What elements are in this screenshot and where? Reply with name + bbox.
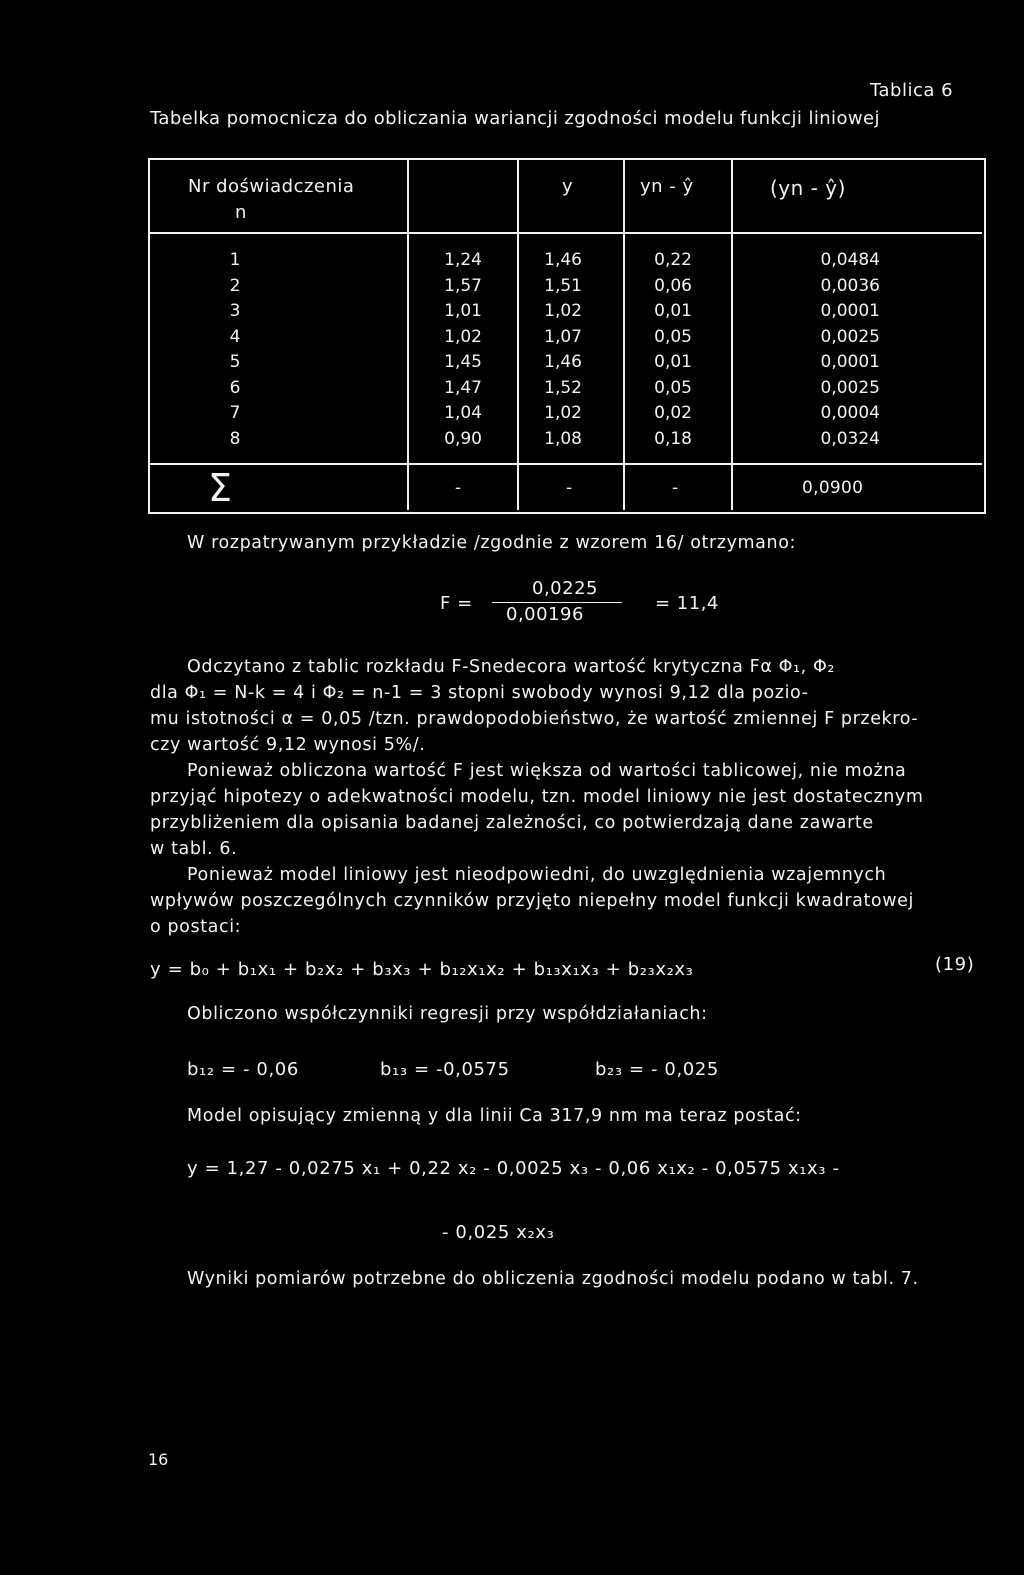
paragraph-line: Ponieważ obliczona wartość F jest większa od wartości tablicowej, nie można bbox=[187, 761, 907, 781]
table-cell: 1,02 bbox=[444, 326, 482, 347]
coefficient-b13: b₁₃ = -0,0575 bbox=[380, 1059, 510, 1080]
table-divider bbox=[623, 160, 625, 510]
table-cell: 8 bbox=[229, 428, 241, 449]
table-cell: 1,47 bbox=[444, 377, 482, 398]
table-cell: 0,0001 bbox=[820, 301, 880, 321]
table-cell: 0,01 bbox=[654, 352, 692, 372]
header-y: y bbox=[562, 176, 574, 197]
paragraph: Model opisujący zmienną y dla linii Ca 317,9 nm ma teraz postać: bbox=[187, 1106, 802, 1126]
table-cell: 1,46 bbox=[544, 352, 582, 372]
coefficient-b12: b₁₂ = - 0,06 bbox=[187, 1059, 299, 1080]
table-label: Tablica 6 bbox=[870, 80, 954, 101]
table-cell: 1,08 bbox=[544, 428, 582, 449]
table-cell: 0,0484 bbox=[820, 250, 880, 270]
table-cell: 1,07 bbox=[544, 326, 582, 347]
paragraph: W rozpatrywanym przykładzie /zgodnie z wzorem 16/ otrzymano: bbox=[187, 533, 796, 553]
sum-cell: - bbox=[566, 478, 573, 498]
coefficient-b23: b₂₃ = - 0,025 bbox=[595, 1059, 719, 1080]
table-cell: 4 bbox=[229, 326, 241, 347]
header-nr-sub: n bbox=[235, 202, 247, 223]
table-cell: 0,0025 bbox=[820, 326, 880, 347]
paragraph-line: wpływów poszczególnych czynników przyjęto niepełny model funkcji kwadratowej bbox=[150, 891, 914, 911]
column-sq bbox=[800, 248, 880, 452]
table-cell: 1,57 bbox=[444, 275, 482, 296]
paragraph-line: Ponieważ model liniowy jest nieodpowiedni, do uwzględnienia wzajemnych bbox=[187, 865, 887, 885]
paragraph-line: w tabl. 6. bbox=[150, 839, 238, 859]
sum-cell: - bbox=[455, 478, 462, 498]
paragraph-line: Odczytano z tablic rozkładu F-Snedecora wartość krytyczna Fα Φ₁, Φ₂ bbox=[187, 657, 835, 677]
formula-rhs: = 11,4 bbox=[655, 593, 719, 614]
table-cell: 3 bbox=[229, 301, 241, 321]
table-cell: 0,0324 bbox=[820, 428, 880, 449]
paragraph: Obliczono współczynniki regresji przy współdziałaniach: bbox=[187, 1004, 708, 1024]
table-cell: 0,01 bbox=[654, 301, 692, 321]
sum-cell: - bbox=[672, 478, 679, 498]
table-cell: 1,01 bbox=[444, 301, 482, 321]
paragraph-line: dla Φ₁ = N-k = 4 i Φ₂ = n-1 = 3 stopni swobody wynosi 9,12 dla pozio- bbox=[150, 683, 809, 703]
table-cell: 0,05 bbox=[654, 377, 692, 398]
table-cell: 1,45 bbox=[444, 352, 482, 372]
page-number: 16 bbox=[148, 1450, 169, 1469]
formula-numerator: 0,0225 bbox=[532, 578, 598, 599]
table-divider bbox=[150, 232, 982, 234]
table-cell: 0,22 bbox=[654, 250, 692, 270]
equation-19: y = b₀ + b₁x₁ + b₂x₂ + b₃x₃ + b₁₂x₁x₂ + b₁₃x₁x₃ + b₂₃x₂x₃ bbox=[150, 959, 694, 980]
table-cell: 0,0036 bbox=[820, 275, 880, 296]
header-nr: Nr doświadczenia bbox=[188, 176, 355, 197]
column-nr bbox=[225, 248, 245, 452]
table-divider bbox=[407, 160, 409, 510]
table-cell: 1 bbox=[229, 250, 241, 270]
table-cell: 0,05 bbox=[654, 326, 692, 347]
column-y bbox=[530, 248, 582, 452]
paragraph: Wyniki pomiarów potrzebne do obliczenia zgodności modelu podano w tabl. 7. bbox=[187, 1269, 919, 1289]
table-cell: 1,04 bbox=[444, 403, 482, 423]
table-cell: 0,0025 bbox=[820, 377, 880, 398]
header-diff: yn - ŷ bbox=[640, 176, 694, 197]
table-cell: 0,06 bbox=[654, 275, 692, 296]
formula-lhs: F = bbox=[440, 593, 473, 614]
paragraph-line: czy wartość 9,12 wynosi 5%/. bbox=[150, 735, 426, 755]
table-divider bbox=[731, 160, 733, 510]
table-caption: Tabelka pomocnicza do obliczania wariancji zgodności modelu funkcji liniowej bbox=[150, 108, 880, 129]
table-cell: 1,24 bbox=[444, 250, 482, 270]
model-equation-line: y = 1,27 - 0,0275 x₁ + 0,22 x₂ - 0,0025 x₃ - 0,06 x₁x₂ - 0,0575 x₁x₃ - bbox=[187, 1158, 840, 1179]
paragraph-line: przyjąć hipotezy o adekwatności modelu, tzn. model liniowy nie jest dostatecznym bbox=[150, 787, 924, 807]
table-cell: 0,90 bbox=[444, 428, 482, 449]
table-cell: 1,02 bbox=[544, 301, 582, 321]
sum-symbol: Σ bbox=[208, 466, 233, 510]
table-cell: 0,0001 bbox=[820, 352, 880, 372]
table-cell: 1,52 bbox=[544, 377, 582, 398]
table-cell: 0,0004 bbox=[820, 403, 880, 423]
column-col2 bbox=[420, 248, 482, 452]
table-cell: 7 bbox=[229, 403, 241, 423]
paragraph-line: mu istotności α = 0,05 /tzn. prawdopodobieństwo, że wartość zmiennej F przekro- bbox=[150, 709, 919, 729]
table-cell: 2 bbox=[229, 275, 241, 296]
equation-number: (19) bbox=[935, 954, 975, 975]
fraction-bar bbox=[492, 602, 622, 603]
table-cell: 6 bbox=[229, 377, 241, 398]
paragraph-line: przybliżeniem dla opisania badanej zależności, co potwierdzają dane zawarte bbox=[150, 813, 874, 833]
table-divider bbox=[150, 463, 982, 465]
paragraph-line: o postaci: bbox=[150, 917, 242, 937]
table-cell: 0,02 bbox=[654, 403, 692, 423]
table-divider bbox=[517, 160, 519, 510]
table-cell: 5 bbox=[229, 352, 241, 372]
table-cell: 1,46 bbox=[544, 250, 582, 270]
sum-cell: 0,0900 bbox=[802, 478, 864, 498]
header-sq: (yn - ŷ) bbox=[770, 176, 846, 200]
column-diff bbox=[636, 248, 692, 452]
table-cell: 1,02 bbox=[544, 403, 582, 423]
model-equation-line: - 0,025 x₂x₃ bbox=[442, 1222, 555, 1243]
formula-denominator: 0,00196 bbox=[506, 604, 584, 625]
table-cell: 1,51 bbox=[544, 275, 582, 296]
table-cell: 0,18 bbox=[654, 428, 692, 449]
